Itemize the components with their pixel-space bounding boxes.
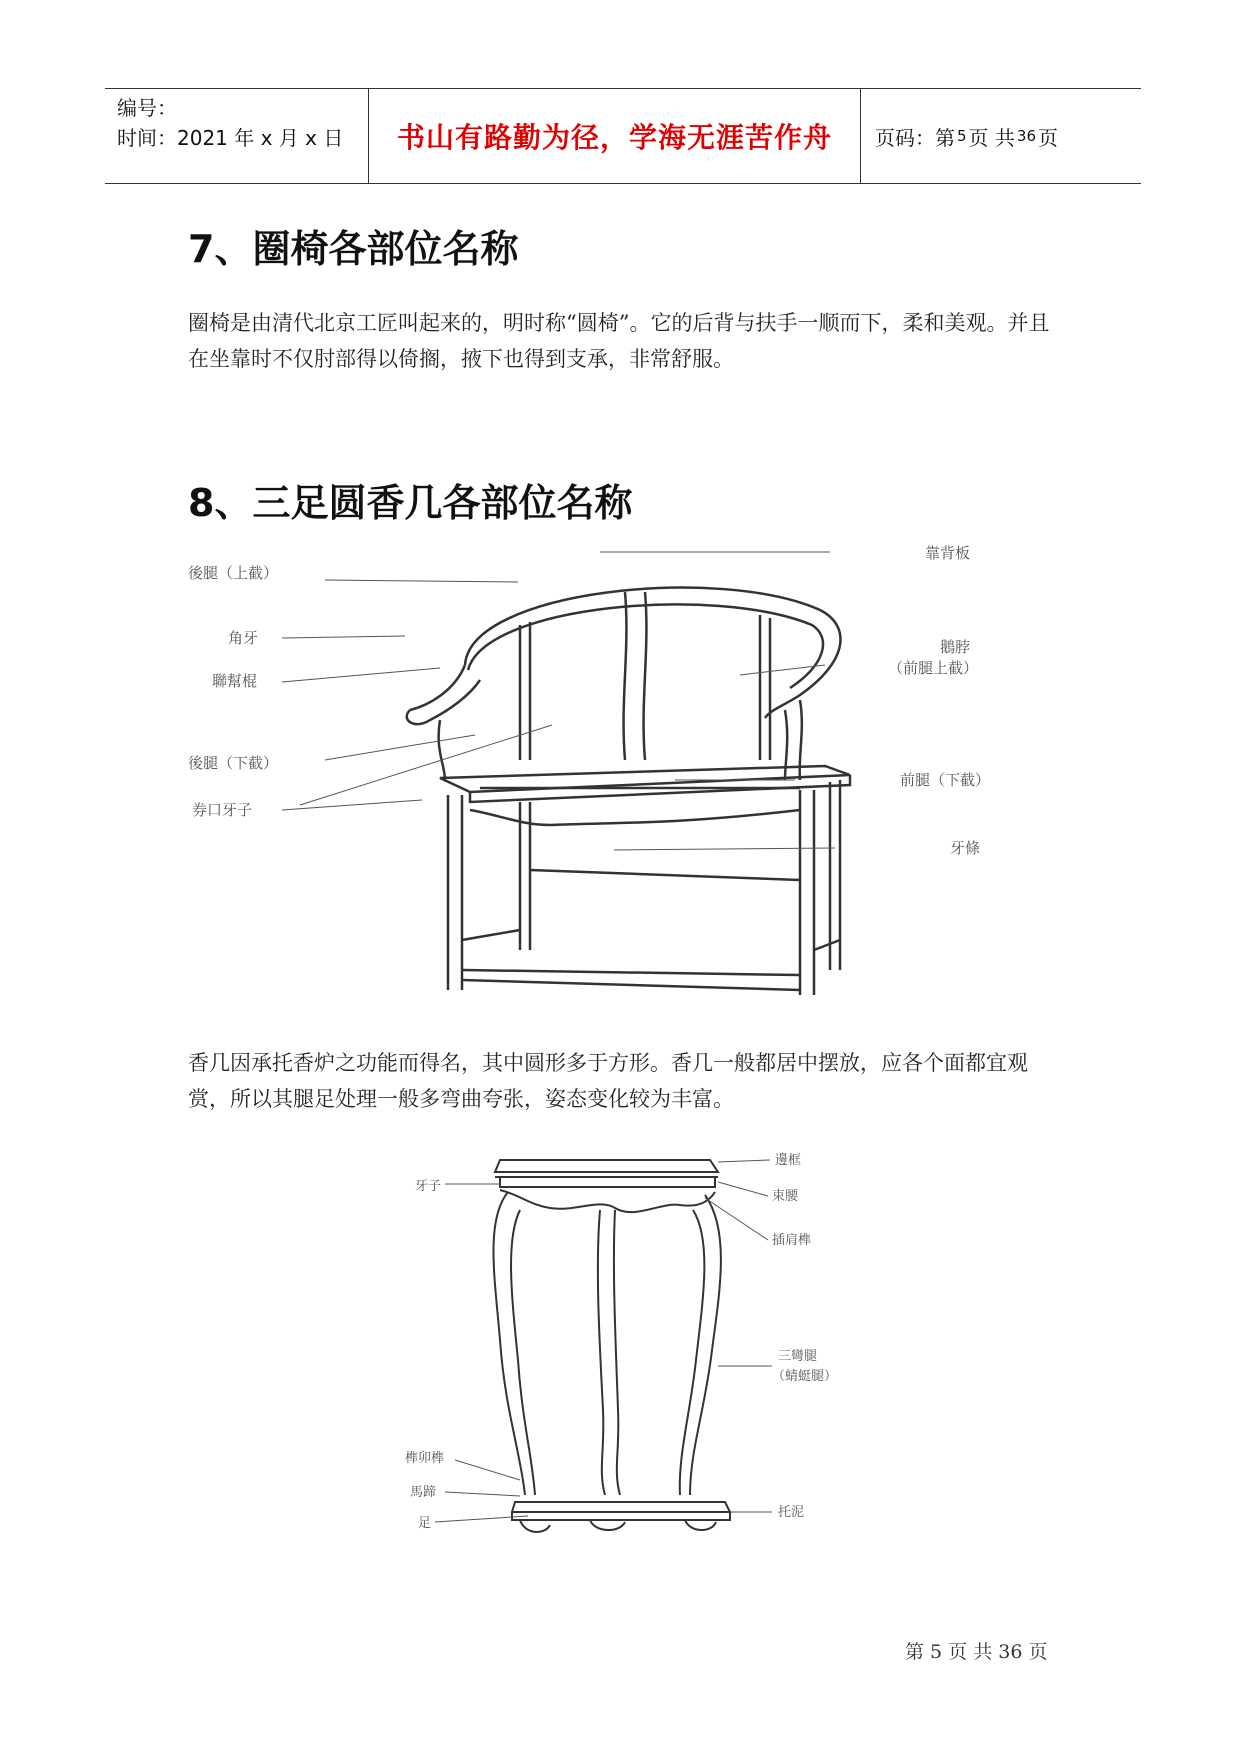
page-header [105, 88, 1141, 184]
serial-label: 编号： [117, 96, 177, 120]
label-back-splat: 靠背板 [925, 544, 971, 562]
header-page-number [875, 89, 1058, 183]
label-back-leg-upper: 後腿（上截） [188, 564, 279, 582]
stand-labels [405, 1152, 837, 1531]
label-hoof: 馬蹄 [410, 1485, 437, 1500]
label-front-leg-lower: 前腿（下截） [900, 771, 991, 789]
label-joint: 榫卯榫 [405, 1451, 445, 1466]
chair-leader-lines [282, 552, 835, 850]
label-foot: 足 [418, 1516, 432, 1531]
label-front-post-sub: （前腿上截） [888, 659, 979, 677]
page-mid: 页 共 [968, 125, 1015, 150]
section-8-title: 8、三足圆香几各部位名称 [188, 481, 633, 525]
page-total: 36 [1016, 127, 1036, 145]
label-stand-apron: 牙子 [415, 1179, 442, 1194]
label-top-frame: 邊框 [775, 1153, 802, 1168]
incense-stand-diagram [400, 1150, 880, 1555]
header-meta [117, 93, 343, 153]
header-motto: 书山有路勤为径，学海无涯苦作舟 [396, 121, 832, 154]
label-apron: 券口牙子 [192, 801, 253, 819]
label-base: 托泥 [778, 1505, 805, 1520]
stand-leader-lines [435, 1160, 772, 1522]
section-7-paragraph: 圈椅是由清代北京工匠叫起来的，明时称“圆椅”。它的后背与扶手一顺而下，柔和美观。并且在坐靠时不仅肘部得以倚搁，掖下也得到支承，非常舒服。 [188, 311, 1050, 371]
section-7-title: 7、圈椅各部位名称 [188, 227, 519, 271]
page-prefix: 页码：第 [875, 125, 955, 150]
label-connecting-rail: 聯幫棍 [212, 672, 258, 690]
page-current: 5 [957, 127, 967, 145]
label-insert-joint: 插肩榫 [772, 1233, 812, 1248]
label-stretcher: 牙條 [950, 839, 981, 857]
label-waist: 束腰 [772, 1189, 799, 1204]
date-line: 时间：2021 年 x 月 x 日 [117, 126, 344, 150]
label-leg: 三彎腿 [778, 1349, 818, 1364]
label-back-leg-lower: 後腿（下截） [188, 754, 279, 772]
section-8-paragraph: 香几因承托香炉之功能而得名，其中圆形多于方形。香几一般都居中摆放，应各个面都宜观赏，所以其腿足处理一般多弯曲夸张，姿态变化较为丰富。 [188, 1051, 1028, 1111]
chair-labels [188, 544, 990, 857]
chair-diagram [188, 544, 1060, 1010]
label-leg-sub: （蜻蜓腿） [772, 1369, 838, 1384]
label-corner-tooth: 角牙 [228, 629, 259, 647]
stand-drawing [493, 1160, 730, 1532]
page-footer: 第 5 页 共 36 页 [905, 1641, 1048, 1663]
label-front-post: 鵝脖 [940, 638, 971, 656]
header-divider [860, 89, 861, 183]
page-suffix: 页 [1038, 125, 1058, 150]
chair-drawing [407, 588, 850, 995]
